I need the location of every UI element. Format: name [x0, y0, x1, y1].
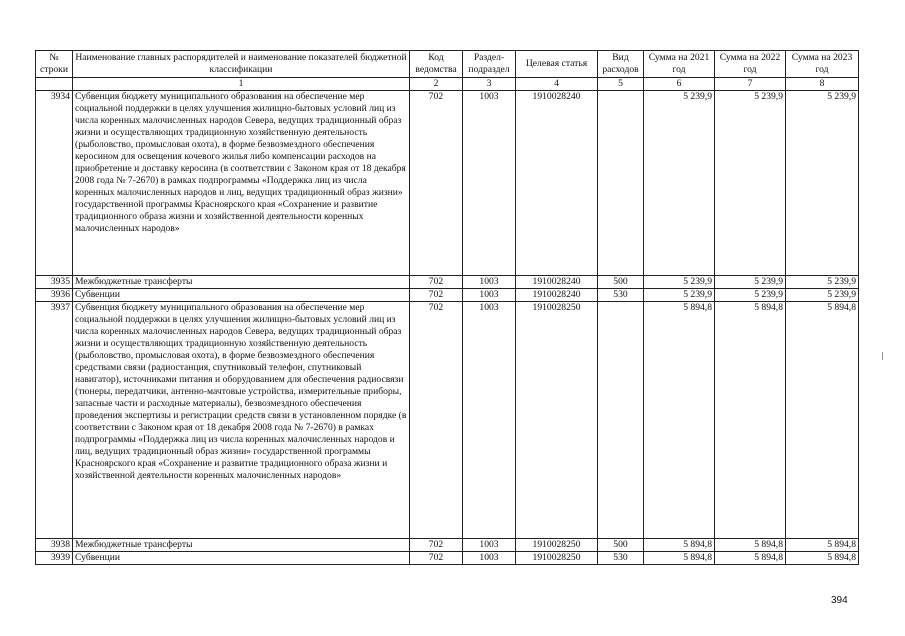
row-name: Субвенция бюджету муниципального образования на обеспечение мер социальной поддержки в целях улучшения жилищно-бытовых условий лиц из числа коренных малочисленных народов Севера, ведущих традиционный образ жизни и осуществляющих традиционную хозяйственную деятельность (рыболовство, промысловая охота), в форме безвозмездного обеспечения средствами связи (радиостанция, спутниковый телефон, спутниковый навигатор), источниками питания и оборудованием для обеспечения радиосвязи (тюнеры, передатчики, антенно-мачтовые устройства, измерительные приборы, запасные части и расходные материалы), безвозмездного обеспечения проведения экспертизы и регистрации средств связи в установленном порядке (в соответствии с Законом края от 18 декабря 2008 года № 7-2670) в рамках подпрограммы «Поддержка лиц из числа коренных малочисленных народов и лиц, ведущих традиционный образ жизни» государственной программы Красноярского края «Сохранение и развитие традиционного образа жизни и хозяйственной деятельности коренных малочисленных народов»: [73, 302, 410, 539]
row-number: 3934: [36, 91, 73, 276]
column-number: 8: [786, 78, 859, 91]
row-sum-2021: 5 894,8: [644, 552, 715, 565]
row-sum-2021: 5 894,8: [644, 539, 715, 552]
row-type: [598, 91, 644, 276]
row-target: 1910028240: [516, 91, 598, 276]
row-dept: 702: [410, 302, 463, 539]
table-row: [36, 276, 859, 289]
row-sum-2023: 5 894,8: [786, 539, 859, 552]
row-section: 1003: [463, 539, 516, 552]
row-name: Субвенции: [73, 552, 410, 565]
budget-table: [35, 50, 859, 565]
table-row: [36, 91, 859, 276]
row-sum-2023: 5 894,8: [786, 302, 859, 539]
row-target: 1910028250: [516, 302, 598, 539]
row-sum-2022: 5 894,8: [715, 552, 786, 565]
row-dept: 702: [410, 91, 463, 276]
row-dept: 702: [410, 539, 463, 552]
row-target: 1910028240: [516, 276, 598, 289]
row-name: Межбюджетные трансферты: [73, 539, 410, 552]
row-type: [598, 302, 644, 539]
row-number: 3937: [36, 302, 73, 539]
row-number: 3938: [36, 539, 73, 552]
column-number: 4: [516, 78, 598, 91]
column-number-row: [36, 78, 859, 91]
row-name: Субвенции: [73, 289, 410, 302]
column-number: [36, 78, 73, 91]
column-number: 6: [644, 78, 715, 91]
row-section: 1003: [463, 276, 516, 289]
row-sum-2023: 5 239,9: [786, 91, 859, 276]
header-expense-type: Вид расходов: [598, 51, 644, 78]
row-sum-2021: 5 239,9: [644, 276, 715, 289]
header-sum-2021: Сумма на 2021 год: [644, 51, 715, 78]
row-sum-2022: 5 239,9: [715, 276, 786, 289]
row-sum-2023: 5 894,8: [786, 552, 859, 565]
row-section: 1003: [463, 91, 516, 276]
row-name: Межбюджетные трансферты: [73, 276, 410, 289]
row-section: 1003: [463, 552, 516, 565]
row-number: 3939: [36, 552, 73, 565]
row-type: 500: [598, 276, 644, 289]
row-sum-2021: 5 239,9: [644, 289, 715, 302]
row-type: 500: [598, 539, 644, 552]
table-row: [36, 302, 859, 539]
row-sum-2023: 5 239,9: [786, 276, 859, 289]
row-target: 1910028250: [516, 539, 598, 552]
column-number: 5: [598, 78, 644, 91]
row-type: 530: [598, 289, 644, 302]
table-row: [36, 289, 859, 302]
header-dept-code: Код ведомства: [410, 51, 463, 78]
row-number: 3936: [36, 289, 73, 302]
row-sum-2022: 5 239,9: [715, 289, 786, 302]
header-sum-2023: Сумма на 2023 год: [786, 51, 859, 78]
row-dept: 702: [410, 289, 463, 302]
header-target: Целевая статья: [516, 51, 598, 78]
row-sum-2022: 5 239,9: [715, 91, 786, 276]
row-sum-2022: 5 894,8: [715, 302, 786, 539]
row-section: 1003: [463, 302, 516, 539]
row-name: Субвенция бюджету муниципального образования на обеспечение мер социальной поддержки в целях улучшения жилищно-бытовых условий лиц из числа коренных малочисленных народов Севера, ведущих традиционный образ жизни и осуществляющих традиционную хозяйственную деятельность (рыболовство, промысловая охота), в форме безвозмездного обеспечения керосином для освещения кочевого жилья либо компенсации расходов на приобретение и доставку керосина (в соответствии с Законом края от 18 декабря 2008 года № 7-2670) в рамках подпрограммы «Поддержка лиц из числа коренных малочисленных народов и лиц, ведущих традиционный образ жизни» государственной программы Красноярского края «Сохранение и развитие традиционного образа жизни и хозяйственной деятельности коренных малочисленных народов»: [73, 91, 410, 276]
margin-mark: [882, 352, 883, 360]
row-type: 530: [598, 552, 644, 565]
row-target: 1910028250: [516, 552, 598, 565]
row-section: 1003: [463, 289, 516, 302]
column-number: 2: [410, 78, 463, 91]
header-name: Наименование главных распорядителей и наименование показателей бюджетной классификации: [73, 51, 410, 78]
table-row: [36, 552, 859, 565]
column-number: 1: [73, 78, 410, 91]
row-sum-2022: 5 894,8: [715, 539, 786, 552]
row-sum-2021: 5 239,9: [644, 91, 715, 276]
column-number: 3: [463, 78, 516, 91]
header-sum-2022: Сумма на 2022 год: [715, 51, 786, 78]
row-dept: 702: [410, 276, 463, 289]
header-row: [36, 51, 859, 78]
row-dept: 702: [410, 552, 463, 565]
row-target: 1910028240: [516, 289, 598, 302]
page-number: 394: [831, 595, 848, 606]
row-sum-2021: 5 894,8: [644, 302, 715, 539]
header-row-number: № строки: [36, 51, 73, 78]
row-number: 3935: [36, 276, 73, 289]
row-sum-2023: 5 239,9: [786, 289, 859, 302]
table-row: [36, 539, 859, 552]
header-section: Раздел-подраздел: [463, 51, 516, 78]
column-number: 7: [715, 78, 786, 91]
